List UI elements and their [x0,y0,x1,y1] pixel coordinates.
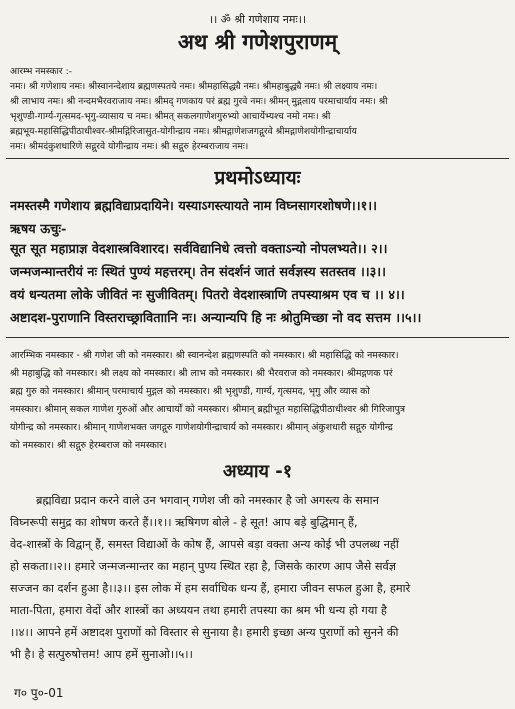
chapter-heading-sanskrit: प्रथमोऽध्यायः [214,167,301,189]
paragraph-line: ब्रह्मविद्या प्रदान करने वाले उन भगवान् गणेश जी को नमस्कार है जो अगस्त्य के समान [36,494,379,507]
verse-line: सूत सूत महाप्राज्ञ वेदशास्त्रविशारद। सर्वविद्यानिधे त्वत्तो वक्ताऽन्यो नोपलभ्यते।। २।। [10,242,388,257]
namaskara-line: ब्रह्मभूय-महासिद्धिपीठाधीश्वर-श्रीमद्गिरिजासुत-योगीन्द्राय नमः। श्रीमद्गाणेशजगद्गुरवे श्रीमद्गाणेशयोगीन्द्राचार्याय [10,126,357,137]
translation-line: को नमस्कार। श्री सद्गुरु हेरम्बराज को नमस्कार। [10,440,167,451]
paragraph-line: वेद-शास्त्रों के विद्वान् हैं, समस्त विद्याओं के कोष हैं, आपसे बड़ा वक्ता अन्य कोई भी उपलब्ध नहीं [10,538,399,551]
paragraph-line: विघ्नरूपी समुद्र का शोषण करते हैं।।१।। ऋषिगण बोले - हे सूत! आप बड़े बुद्धिमान् हैं, [10,516,358,529]
verse-line: नमस्तस्मै गणेशाय ब्रह्मविद्याप्रदायिने। यस्याऽगस्त्यायते नाम विघ्नसागरशोषणे।।१।। [10,199,377,214]
page-title: अथ श्री गणेशपुराणम् [177,30,338,54]
chapter-heading-hindi: अध्याय -१ [222,461,293,482]
paragraph-line: ।।४।। आपने हमें अष्टादश पुराणों को विस्तार से सुनाया है। हमारी इच्छा अन्य पुराणों को सुनने की [10,626,399,639]
invocation: ।। ॐ श्री गणेशाय नमः।। [208,13,307,26]
verse-line: ऋषय ऊचुः- [10,222,67,237]
paragraph-line: भी है। हे सत्पुरुषोत्तम! आप हमें सुनाओ।।५।। [10,648,193,661]
paragraph-line: माता-पिता, हमारा वेदों और शास्त्रों का अध्ययन तथा हमारी तपस्या का श्रम भी धन्य हो गया है [10,604,387,617]
namaskara-line: नमः। श्री गणेशाय नमः। श्रीस्वानन्देशाय ब्रह्मणस्पतये नमः। श्रीमहासिद्ध्यै नमः। श्रीमहाबुद्ध्यै नमः। श्री लक्ष्याय नमः। [10,81,378,92]
page-footer: ग० पु०-01 [14,686,64,700]
translation-line: आरम्भिक नमस्कार - श्री गणेश जी को नमस्कार। श्री स्वानन्देश ब्रह्मणस्पति को नमस्कार। श्री महासिद्धि को नमस्कार। [10,350,399,361]
divider [6,158,509,159]
paragraph-line: सज्जन का दर्शन हुआ है।।३।। इस लोक में हम सर्वाधिक धन्य हैं, हमारा जीवन सफल हुआ है, हमारे [10,582,411,595]
verse-line: वयं धन्यतमा लोके जीवितं नः सुजीवितम्। पितरो वेदशास्त्राणि तपस्याश्रम एव च ।। ४।। [10,288,405,303]
namaskara-line: भृशुण्डी-गार्ग्य-गृत्समद-भृगु-व्यासाय च नमः। श्रीमत् सकलगाणेशगुरुभ्यो आचार्येभ्यश्च नमो नमः। श्री [10,111,331,122]
translation-line: ब्रह्म गुरु को नमस्कार। श्रीमान् परमाचार्य मुद्गल को नमस्कार। श्री भृशुण्डी, गार्ग्य, गृत्समद, भृगु और व्यास को [10,386,370,397]
verse-line: अष्टादश-पुराणानि विस्तराच्छ्राविताानि नः। अन्यान्यपि हि नः श्रोतुमिच्छा नो वद सत्तम ।।५।। [10,311,422,326]
namaskara-line: आरम्भ नमस्कार :- [10,66,72,77]
verse-line: जन्मजन्मान्तरीयं नः स्थितं पुण्यं महत्तरम्। तेन संदर्शनं जातं सर्वज्ञस्य सतस्तव ।।३।। [10,265,387,280]
translation-line: श्री महाबुद्धि को नमस्कार। श्री लक्ष्य को नमस्कार। श्री लाभ को नमस्कार। श्री भैरवराज को नमस्कार। श्रीमद्गणक परं [10,368,393,379]
namaskara-line: नमः। श्रीमदंकुशधारिणे सद्गुरवे योगीन्द्राय नमः। श्री सद्गुरु हेरम्बराजाय नमः। [10,141,249,152]
paragraph-line: हो सकता।।२।। हमारे जन्मजन्मान्तर का महान् पुण्य स्थित रहा है, जिसके कारण आप जैसे सर्वज्ञ [10,560,397,573]
translation-line: योगीन्द्र को नमस्कार। श्रीमान् गाणेशभक्त जगद्गुरु गाणेशयोगीन्द्राचार्य को नमस्कार। श्रीमान् अंकुशधारी सद्गुरु योगीन्द्र [10,422,393,433]
translation-line: नमस्कार। श्रीमान् सकल गाणेश गुरुओं और आचार्यों को नमस्कार। श्रीमान् ब्रह्मीभूत महासिद्धिपीठाधीश्वर श्री गिरिजापुत्र [10,404,406,415]
namaskara-line: श्री लाभाय नमः। श्री नन्दमभैरवराजाय नमः। श्रीमद् गणकाय परं ब्रह्म गुरवे नमः। श्रीमन् मुद्गलाय परमाचार्याय नमः। श्री [10,96,388,107]
divider [6,337,509,338]
